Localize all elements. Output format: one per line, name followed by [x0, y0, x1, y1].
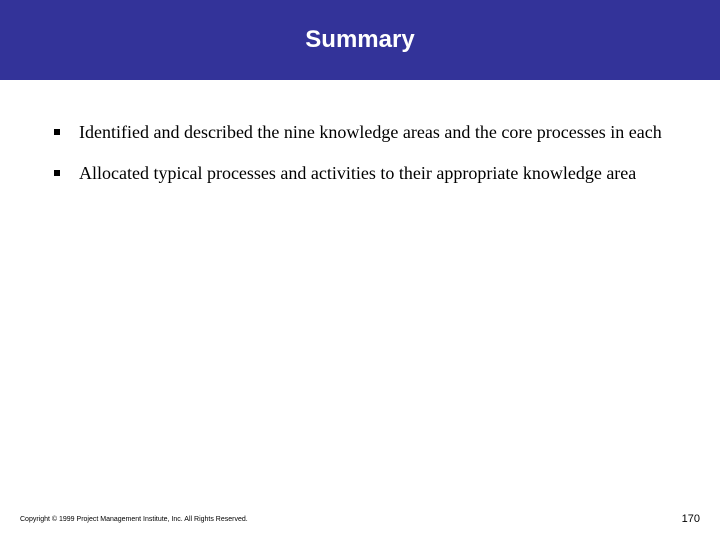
copyright-footer: Copyright © 1999 Project Management Institute, Inc. All Rights Reserved.: [20, 516, 248, 523]
square-bullet-icon: [54, 129, 60, 135]
bullet-list: [52, 118, 692, 200]
square-bullet-icon: [54, 170, 60, 176]
bullet-text: Identified and described the nine knowledge areas and the core processes in each: [79, 122, 662, 142]
bullet-item: [52, 159, 692, 187]
bullet-text: Allocated typical processes and activities to their appropriate knowledge area: [79, 163, 637, 183]
bullet-item: [52, 118, 692, 146]
title-bar: [0, 0, 720, 80]
slide-title: Summary: [305, 26, 415, 53]
page-number: 170: [681, 513, 700, 525]
